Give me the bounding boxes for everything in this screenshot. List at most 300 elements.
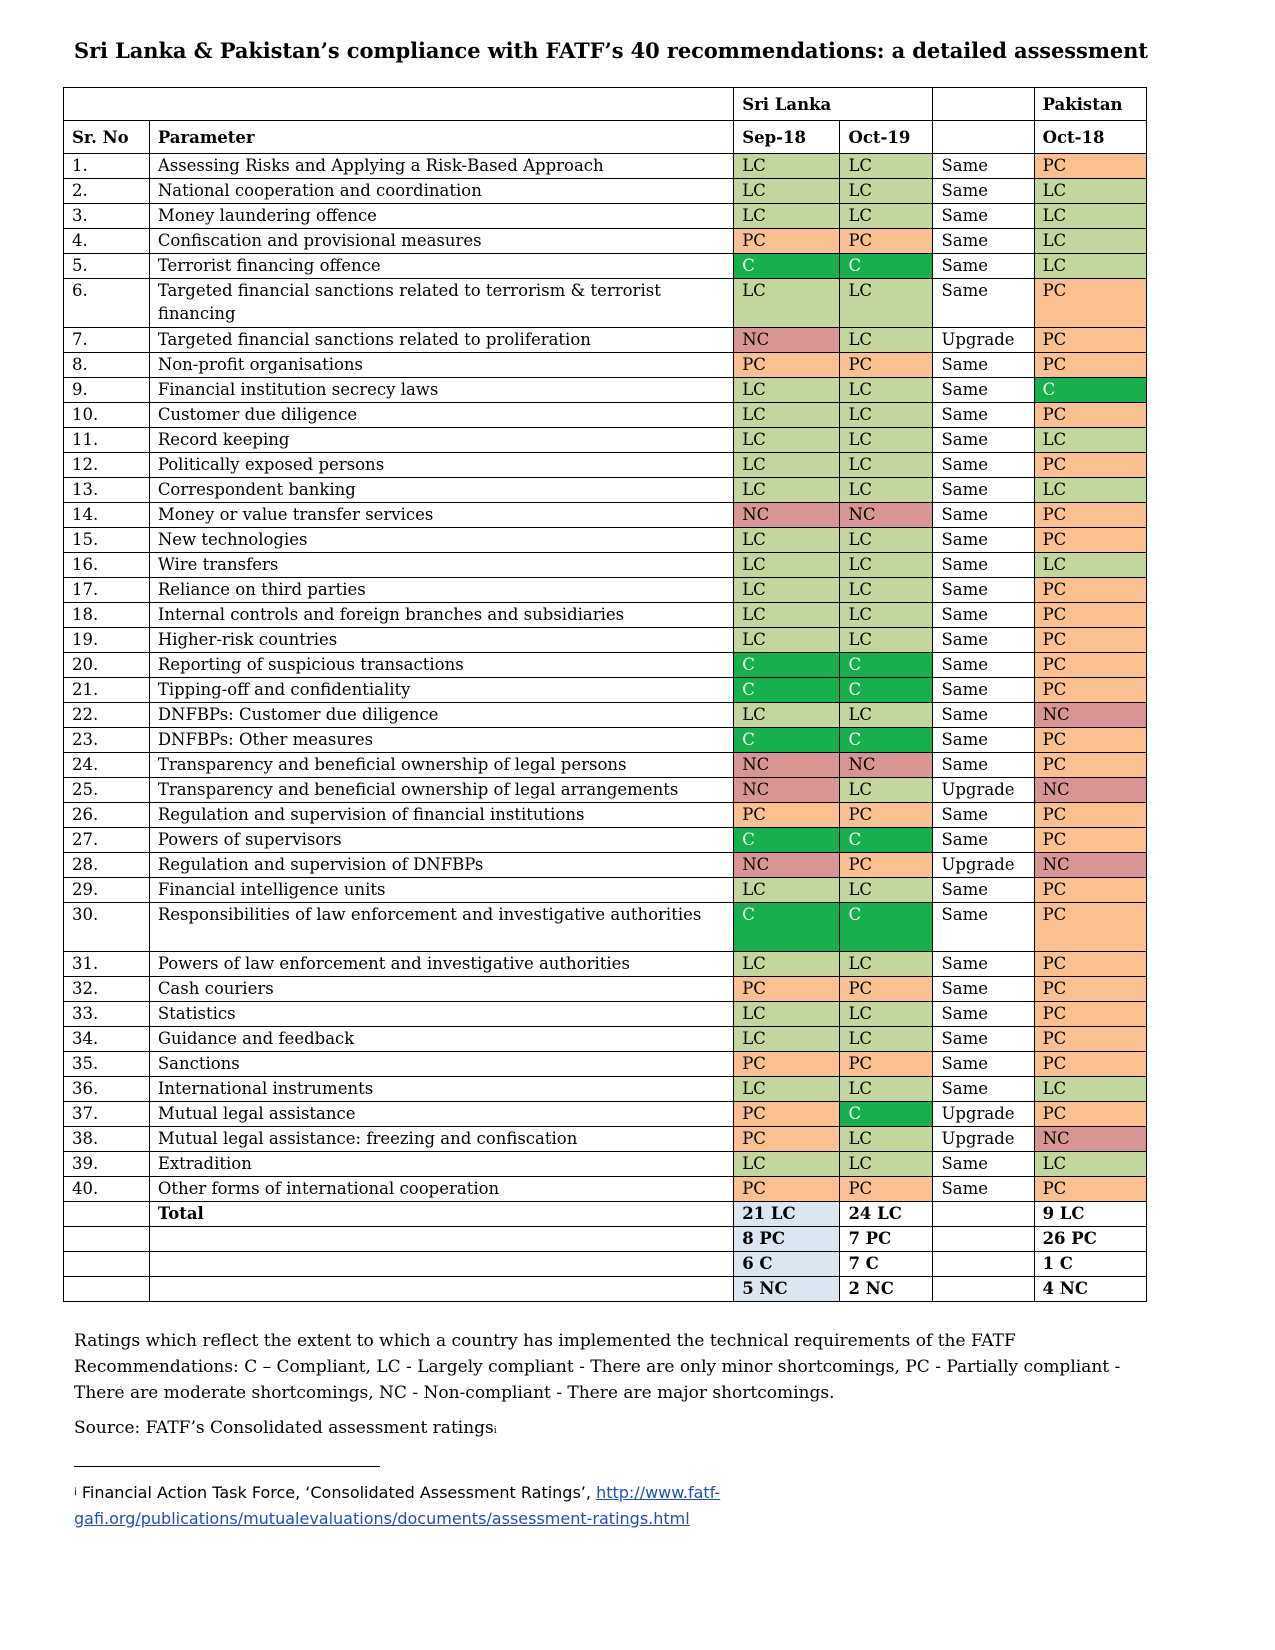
sr-no-cell: 33.	[64, 1002, 150, 1027]
sri-lanka-oct-19-rating: LC	[840, 778, 933, 803]
sri-lanka-oct-19-rating: C	[840, 1102, 933, 1127]
change-cell: Upgrade	[933, 328, 1034, 353]
pakistan-oct-18-rating: PC	[1034, 977, 1146, 1002]
sri-lanka-oct-19-rating: C	[840, 254, 933, 279]
sri-lanka-sep-18-rating: LC	[734, 279, 840, 328]
sri-lanka-oct-19-rating: C	[840, 828, 933, 853]
sri-lanka-sep-18-rating: PC	[734, 353, 840, 378]
table-row	[64, 528, 1147, 553]
sri-lanka-oct-19-rating: LC	[840, 553, 933, 578]
sri-lanka-sep-18-rating: LC	[734, 553, 840, 578]
total-pakistan-oct-18: 26 PC	[1034, 1227, 1146, 1252]
pakistan-oct-18-rating: C	[1034, 378, 1146, 403]
total-blank-cell	[64, 1252, 150, 1277]
total-label-cell	[149, 1227, 733, 1252]
sr-no-cell: 5.	[64, 254, 150, 279]
table-row	[64, 628, 1147, 653]
sri-lanka-oct-19-rating: LC	[840, 428, 933, 453]
parameter-cell: Guidance and feedback	[149, 1027, 733, 1052]
table-row	[64, 328, 1147, 353]
sri-lanka-sep-18-rating: C	[734, 254, 840, 279]
pakistan-oct-18-rating: LC	[1034, 229, 1146, 254]
change-cell: Same	[933, 977, 1034, 1002]
sr-no-cell: 27.	[64, 828, 150, 853]
sri-lanka-sep-18-rating: C	[734, 903, 840, 952]
sr-no-cell: 31.	[64, 952, 150, 977]
table-row	[64, 353, 1147, 378]
table-row	[64, 1152, 1147, 1177]
column-header-sr-no: Sr. No	[64, 121, 150, 154]
sri-lanka-oct-19-rating: LC	[840, 603, 933, 628]
sri-lanka-sep-18-rating: LC	[734, 154, 840, 179]
sri-lanka-oct-19-rating: PC	[840, 1177, 933, 1202]
table-row	[64, 1127, 1147, 1152]
sr-no-cell: 17.	[64, 578, 150, 603]
parameter-cell: Regulation and supervision of financial institutions	[149, 803, 733, 828]
pakistan-oct-18-rating: PC	[1034, 603, 1146, 628]
table-row	[64, 1027, 1147, 1052]
footnote-marker: i	[74, 1487, 77, 1498]
change-cell: Same	[933, 503, 1034, 528]
change-cell: Same	[933, 952, 1034, 977]
pakistan-oct-18-rating: PC	[1034, 803, 1146, 828]
parameter-cell: Powers of law enforcement and investigative authorities	[149, 952, 733, 977]
sri-lanka-sep-18-rating: LC	[734, 528, 840, 553]
table-row	[64, 678, 1147, 703]
sri-lanka-sep-18-rating: LC	[734, 179, 840, 204]
pakistan-oct-18-rating: PC	[1034, 1052, 1146, 1077]
table-row	[64, 1052, 1147, 1077]
change-cell: Same	[933, 1027, 1034, 1052]
parameter-cell: Tipping-off and confidentiality	[149, 678, 733, 703]
sri-lanka-oct-19-rating: LC	[840, 328, 933, 353]
parameter-cell: Money laundering offence	[149, 204, 733, 229]
sri-lanka-sep-18-rating: PC	[734, 1102, 840, 1127]
sri-lanka-sep-18-rating: LC	[734, 204, 840, 229]
pakistan-oct-18-rating: PC	[1034, 878, 1146, 903]
pakistan-oct-18-rating: PC	[1034, 728, 1146, 753]
sri-lanka-oct-19-rating: LC	[840, 179, 933, 204]
table-row	[64, 977, 1147, 1002]
sri-lanka-oct-19-rating: LC	[840, 453, 933, 478]
table-row	[64, 428, 1147, 453]
parameter-cell: Confiscation and provisional measures	[149, 229, 733, 254]
parameter-cell: New technologies	[149, 528, 733, 553]
pakistan-oct-18-rating: PC	[1034, 528, 1146, 553]
change-cell: Same	[933, 204, 1034, 229]
pakistan-oct-18-rating: PC	[1034, 1002, 1146, 1027]
change-cell: Same	[933, 378, 1034, 403]
pakistan-oct-18-rating: PC	[1034, 403, 1146, 428]
total-sri-lanka-sep-18: 8 PC	[734, 1227, 840, 1252]
group-header-row	[64, 88, 1147, 121]
change-cell: Same	[933, 1077, 1034, 1102]
sr-no-cell: 11.	[64, 428, 150, 453]
table-row	[64, 903, 1147, 952]
table-row	[64, 478, 1147, 503]
sr-no-cell: 1.	[64, 154, 150, 179]
pakistan-oct-18-rating: LC	[1034, 428, 1146, 453]
sri-lanka-sep-18-rating: LC	[734, 628, 840, 653]
page-title: Sri Lanka & Pakistan’s compliance with FATF’s 40 recommendations: a detailed assessment	[74, 38, 1148, 63]
parameter-cell: Transparency and beneficial ownership of legal persons	[149, 753, 733, 778]
total-blank-cell	[64, 1277, 150, 1302]
sri-lanka-oct-19-rating: LC	[840, 1152, 933, 1177]
sr-no-cell: 12.	[64, 453, 150, 478]
total-sri-lanka-sep-18: 21 LC	[734, 1202, 840, 1227]
table-row	[64, 828, 1147, 853]
change-cell: Same	[933, 678, 1034, 703]
column-header-parameter: Parameter	[149, 121, 733, 154]
sri-lanka-sep-18-rating: LC	[734, 1027, 840, 1052]
change-cell: Same	[933, 279, 1034, 328]
sr-no-cell: 6.	[64, 279, 150, 328]
sri-lanka-sep-18-rating: NC	[734, 853, 840, 878]
total-sri-lanka-oct-19: 7 C	[840, 1252, 933, 1277]
change-cell: Same	[933, 1152, 1034, 1177]
change-cell: Same	[933, 254, 1034, 279]
table-row	[64, 1002, 1147, 1027]
table-row	[64, 853, 1147, 878]
sri-lanka-oct-19-rating: LC	[840, 1027, 933, 1052]
sri-lanka-oct-19-rating: PC	[840, 803, 933, 828]
sri-lanka-sep-18-rating: NC	[734, 753, 840, 778]
parameter-cell: Assessing Risks and Applying a Risk-Based Approach	[149, 154, 733, 179]
source-text: Source: FATF’s Consolidated assessment ratings	[74, 1418, 494, 1438]
change-cell: Same	[933, 428, 1034, 453]
table-row	[64, 179, 1147, 204]
sri-lanka-sep-18-rating: PC	[734, 1127, 840, 1152]
parameter-cell: Financial intelligence units	[149, 878, 733, 903]
column-header-oct-19: Oct-19	[840, 121, 933, 154]
change-cell: Same	[933, 353, 1034, 378]
sr-no-cell: 18.	[64, 603, 150, 628]
sri-lanka-oct-19-rating: C	[840, 653, 933, 678]
sri-lanka-oct-19-rating: LC	[840, 378, 933, 403]
sri-lanka-sep-18-rating: PC	[734, 803, 840, 828]
pakistan-oct-18-rating: PC	[1034, 503, 1146, 528]
sri-lanka-oct-19-rating: LC	[840, 154, 933, 179]
change-cell: Same	[933, 403, 1034, 428]
table-row	[64, 378, 1147, 403]
parameter-cell: DNFBPs: Other measures	[149, 728, 733, 753]
total-sri-lanka-sep-18: 5 NC	[734, 1277, 840, 1302]
total-blank-cell	[64, 1202, 150, 1227]
sr-no-cell: 23.	[64, 728, 150, 753]
total-sri-lanka-oct-19: 2 NC	[840, 1277, 933, 1302]
sri-lanka-sep-18-rating: NC	[734, 778, 840, 803]
total-pakistan-oct-18: 4 NC	[1034, 1277, 1146, 1302]
sri-lanka-oct-19-rating: LC	[840, 628, 933, 653]
sri-lanka-oct-19-rating: PC	[840, 1052, 933, 1077]
pakistan-oct-18-rating: LC	[1034, 478, 1146, 503]
sr-no-cell: 39.	[64, 1152, 150, 1177]
table-row	[64, 229, 1147, 254]
parameter-cell: Targeted financial sanctions related to terrorism & terrorist financing	[149, 279, 733, 328]
parameter-cell: Transparency and beneficial ownership of legal arrangements	[149, 778, 733, 803]
parameter-cell: Wire transfers	[149, 553, 733, 578]
sr-no-cell: 4.	[64, 229, 150, 254]
sri-lanka-sep-18-rating: NC	[734, 328, 840, 353]
parameter-cell: Cash couriers	[149, 977, 733, 1002]
parameter-cell: Higher-risk countries	[149, 628, 733, 653]
parameter-cell: Regulation and supervision of DNFBPs	[149, 853, 733, 878]
total-label-cell	[149, 1277, 733, 1302]
column-header-pakistan-oct-18: Oct-18	[1034, 121, 1146, 154]
pakistan-oct-18-rating: PC	[1034, 453, 1146, 478]
sri-lanka-oct-19-rating: PC	[840, 353, 933, 378]
sri-lanka-sep-18-rating: C	[734, 653, 840, 678]
sr-no-cell: 20.	[64, 653, 150, 678]
pakistan-oct-18-rating: PC	[1034, 628, 1146, 653]
footnote-divider	[74, 1466, 380, 1467]
change-cell: Same	[933, 878, 1034, 903]
sri-lanka-oct-19-rating: LC	[840, 578, 933, 603]
change-cell: Same	[933, 1177, 1034, 1202]
sri-lanka-oct-19-rating: LC	[840, 1077, 933, 1102]
total-label-cell	[149, 1252, 733, 1277]
sr-no-cell: 8.	[64, 353, 150, 378]
group-header-blank	[64, 88, 734, 121]
sri-lanka-sep-18-rating: C	[734, 678, 840, 703]
sri-lanka-oct-19-rating: LC	[840, 204, 933, 229]
pakistan-oct-18-rating: PC	[1034, 828, 1146, 853]
pakistan-oct-18-rating: LC	[1034, 254, 1146, 279]
sri-lanka-sep-18-rating: LC	[734, 878, 840, 903]
sri-lanka-sep-18-rating: LC	[734, 403, 840, 428]
parameter-cell: Non-profit organisations	[149, 353, 733, 378]
pakistan-oct-18-rating: LC	[1034, 1077, 1146, 1102]
sr-no-cell: 29.	[64, 878, 150, 903]
parameter-cell: Mutual legal assistance: freezing and confiscation	[149, 1127, 733, 1152]
ratings-table	[63, 87, 1147, 1302]
change-cell: Same	[933, 154, 1034, 179]
sr-no-cell: 10.	[64, 403, 150, 428]
table-row	[64, 204, 1147, 229]
sri-lanka-oct-19-rating: LC	[840, 279, 933, 328]
table-row	[64, 403, 1147, 428]
sri-lanka-sep-18-rating: PC	[734, 1052, 840, 1077]
parameter-cell: International instruments	[149, 1077, 733, 1102]
change-cell: Same	[933, 803, 1034, 828]
ratings-body	[64, 154, 1147, 1302]
pakistan-oct-18-rating: PC	[1034, 1102, 1146, 1127]
table-row	[64, 653, 1147, 678]
sr-no-cell: 36.	[64, 1077, 150, 1102]
change-cell: Same	[933, 653, 1034, 678]
sri-lanka-oct-19-rating: LC	[840, 528, 933, 553]
column-header-row	[64, 121, 1147, 154]
pakistan-oct-18-rating: PC	[1034, 678, 1146, 703]
parameter-cell: Record keeping	[149, 428, 733, 453]
sr-no-cell: 14.	[64, 503, 150, 528]
pakistan-oct-18-rating: LC	[1034, 204, 1146, 229]
sri-lanka-sep-18-rating: LC	[734, 703, 840, 728]
table-row	[64, 878, 1147, 903]
source-note	[74, 1418, 497, 1438]
parameter-cell: Customer due diligence	[149, 403, 733, 428]
sri-lanka-sep-18-rating: LC	[734, 478, 840, 503]
sr-no-cell: 9.	[64, 378, 150, 403]
pakistan-oct-18-rating: PC	[1034, 279, 1146, 328]
sri-lanka-sep-18-rating: LC	[734, 578, 840, 603]
group-header-sri-lanka: Sri Lanka	[734, 88, 933, 121]
sri-lanka-oct-19-rating: LC	[840, 952, 933, 977]
sri-lanka-sep-18-rating: C	[734, 828, 840, 853]
change-cell: Same	[933, 453, 1034, 478]
footnote	[74, 1480, 874, 1532]
sr-no-cell: 30.	[64, 903, 150, 952]
sr-no-cell: 2.	[64, 179, 150, 204]
ratings-legend: Ratings which reflect the extent to which a country has implemented the technical requirements of the FATF Recommendations: C – Compliant, LC - Largely compliant - There are only minor shortcomings, PC - Partially compliant - There are moderate shortcomings, NC - Non-compliant - There are major shortcomings.	[74, 1331, 1121, 1403]
sri-lanka-oct-19-rating: LC	[840, 403, 933, 428]
sr-no-cell: 24.	[64, 753, 150, 778]
parameter-cell: Responsibilities of law enforcement and investigative authorities	[149, 903, 733, 952]
sr-no-cell: 7.	[64, 328, 150, 353]
sri-lanka-oct-19-rating: LC	[840, 703, 933, 728]
pakistan-oct-18-rating: LC	[1034, 1152, 1146, 1177]
sr-no-cell: 32.	[64, 977, 150, 1002]
sr-no-cell: 19.	[64, 628, 150, 653]
pakistan-oct-18-rating: NC	[1034, 778, 1146, 803]
parameter-cell: Sanctions	[149, 1052, 733, 1077]
parameter-cell: Mutual legal assistance	[149, 1102, 733, 1127]
parameter-cell: National cooperation and coordination	[149, 179, 733, 204]
total-row	[64, 1202, 1147, 1227]
table-row	[64, 503, 1147, 528]
change-cell: Upgrade	[933, 778, 1034, 803]
change-cell: Same	[933, 628, 1034, 653]
parameter-cell: Correspondent banking	[149, 478, 733, 503]
table-row	[64, 753, 1147, 778]
table-row	[64, 1077, 1147, 1102]
pakistan-oct-18-rating: PC	[1034, 328, 1146, 353]
total-change-blank	[933, 1227, 1034, 1252]
total-pakistan-oct-18: 9 LC	[1034, 1202, 1146, 1227]
sr-no-cell: 22.	[64, 703, 150, 728]
column-header-sep-18: Sep-18	[734, 121, 840, 154]
parameter-cell: DNFBPs: Customer due diligence	[149, 703, 733, 728]
pakistan-oct-18-rating: PC	[1034, 353, 1146, 378]
parameter-cell: Powers of supervisors	[149, 828, 733, 853]
pakistan-oct-18-rating: NC	[1034, 703, 1146, 728]
table-row	[64, 1177, 1147, 1202]
table-row	[64, 453, 1147, 478]
table-row	[64, 778, 1147, 803]
sri-lanka-oct-19-rating: LC	[840, 478, 933, 503]
pakistan-oct-18-rating: PC	[1034, 903, 1146, 952]
change-cell: Same	[933, 1002, 1034, 1027]
change-cell: Same	[933, 179, 1034, 204]
sr-no-cell: 37.	[64, 1102, 150, 1127]
group-header-pakistan: Pakistan	[1034, 88, 1146, 121]
parameter-cell: Terrorist financing offence	[149, 254, 733, 279]
table-row	[64, 1102, 1147, 1127]
change-cell: Upgrade	[933, 853, 1034, 878]
sri-lanka-sep-18-rating: LC	[734, 428, 840, 453]
pakistan-oct-18-rating: PC	[1034, 1177, 1146, 1202]
sr-no-cell: 25.	[64, 778, 150, 803]
table-row	[64, 578, 1147, 603]
total-sri-lanka-sep-18: 6 C	[734, 1252, 840, 1277]
parameter-cell: Reporting of suspicious transactions	[149, 653, 733, 678]
table-row	[64, 553, 1147, 578]
total-row	[64, 1252, 1147, 1277]
pakistan-oct-18-rating: NC	[1034, 1127, 1146, 1152]
table-row	[64, 803, 1147, 828]
sri-lanka-oct-19-rating: NC	[840, 753, 933, 778]
sr-no-cell: 34.	[64, 1027, 150, 1052]
change-cell: Same	[933, 578, 1034, 603]
footnote-text: Financial Action Task Force, ‘Consolidated Assessment Ratings’,	[76, 1483, 597, 1502]
parameter-cell: Financial institution secrecy laws	[149, 378, 733, 403]
sr-no-cell: 28.	[64, 853, 150, 878]
sr-no-cell: 13.	[64, 478, 150, 503]
column-header-change	[933, 121, 1034, 154]
pakistan-oct-18-rating: PC	[1034, 653, 1146, 678]
sri-lanka-sep-18-rating: LC	[734, 1002, 840, 1027]
change-cell: Same	[933, 553, 1034, 578]
pakistan-oct-18-rating: PC	[1034, 578, 1146, 603]
sri-lanka-oct-19-rating: C	[840, 903, 933, 952]
table-row	[64, 952, 1147, 977]
sri-lanka-sep-18-rating: LC	[734, 952, 840, 977]
parameter-cell: Reliance on third parties	[149, 578, 733, 603]
sr-no-cell: 3.	[64, 204, 150, 229]
parameter-cell: Politically exposed persons	[149, 453, 733, 478]
footnote-link[interactable]: http://www.fatf-gafi.org/publications/mutualevaluations/documents/assessment-ratings.html	[74, 1483, 721, 1528]
table-row	[64, 703, 1147, 728]
sr-no-cell: 16.	[64, 553, 150, 578]
sr-no-cell: 26.	[64, 803, 150, 828]
sri-lanka-oct-19-rating: NC	[840, 503, 933, 528]
pakistan-oct-18-rating: PC	[1034, 1027, 1146, 1052]
total-change-blank	[933, 1252, 1034, 1277]
change-cell: Same	[933, 828, 1034, 853]
change-cell: Same	[933, 1052, 1034, 1077]
table-row	[64, 154, 1147, 179]
change-cell: Upgrade	[933, 1102, 1034, 1127]
change-cell: Same	[933, 753, 1034, 778]
change-cell: Upgrade	[933, 1127, 1034, 1152]
pakistan-oct-18-rating: PC	[1034, 154, 1146, 179]
sri-lanka-oct-19-rating: PC	[840, 977, 933, 1002]
pakistan-oct-18-rating: LC	[1034, 179, 1146, 204]
sr-no-cell: 15.	[64, 528, 150, 553]
total-change-blank	[933, 1202, 1034, 1227]
sr-no-cell: 35.	[64, 1052, 150, 1077]
sri-lanka-oct-19-rating: LC	[840, 878, 933, 903]
change-cell: Same	[933, 603, 1034, 628]
parameter-cell: Money or value transfer services	[149, 503, 733, 528]
pakistan-oct-18-rating: LC	[1034, 553, 1146, 578]
sri-lanka-oct-19-rating: PC	[840, 853, 933, 878]
sri-lanka-sep-18-rating: LC	[734, 453, 840, 478]
table-row	[64, 603, 1147, 628]
pakistan-oct-18-rating: NC	[1034, 853, 1146, 878]
change-cell: Same	[933, 528, 1034, 553]
parameter-cell: Statistics	[149, 1002, 733, 1027]
change-cell: Same	[933, 478, 1034, 503]
sri-lanka-sep-18-rating: PC	[734, 1177, 840, 1202]
sr-no-cell: 40.	[64, 1177, 150, 1202]
total-sri-lanka-oct-19: 24 LC	[840, 1202, 933, 1227]
sri-lanka-sep-18-rating: LC	[734, 1077, 840, 1102]
total-pakistan-oct-18: 1 C	[1034, 1252, 1146, 1277]
source-footnote-marker: i	[493, 1426, 497, 1436]
sri-lanka-oct-19-rating: C	[840, 678, 933, 703]
change-cell: Same	[933, 728, 1034, 753]
